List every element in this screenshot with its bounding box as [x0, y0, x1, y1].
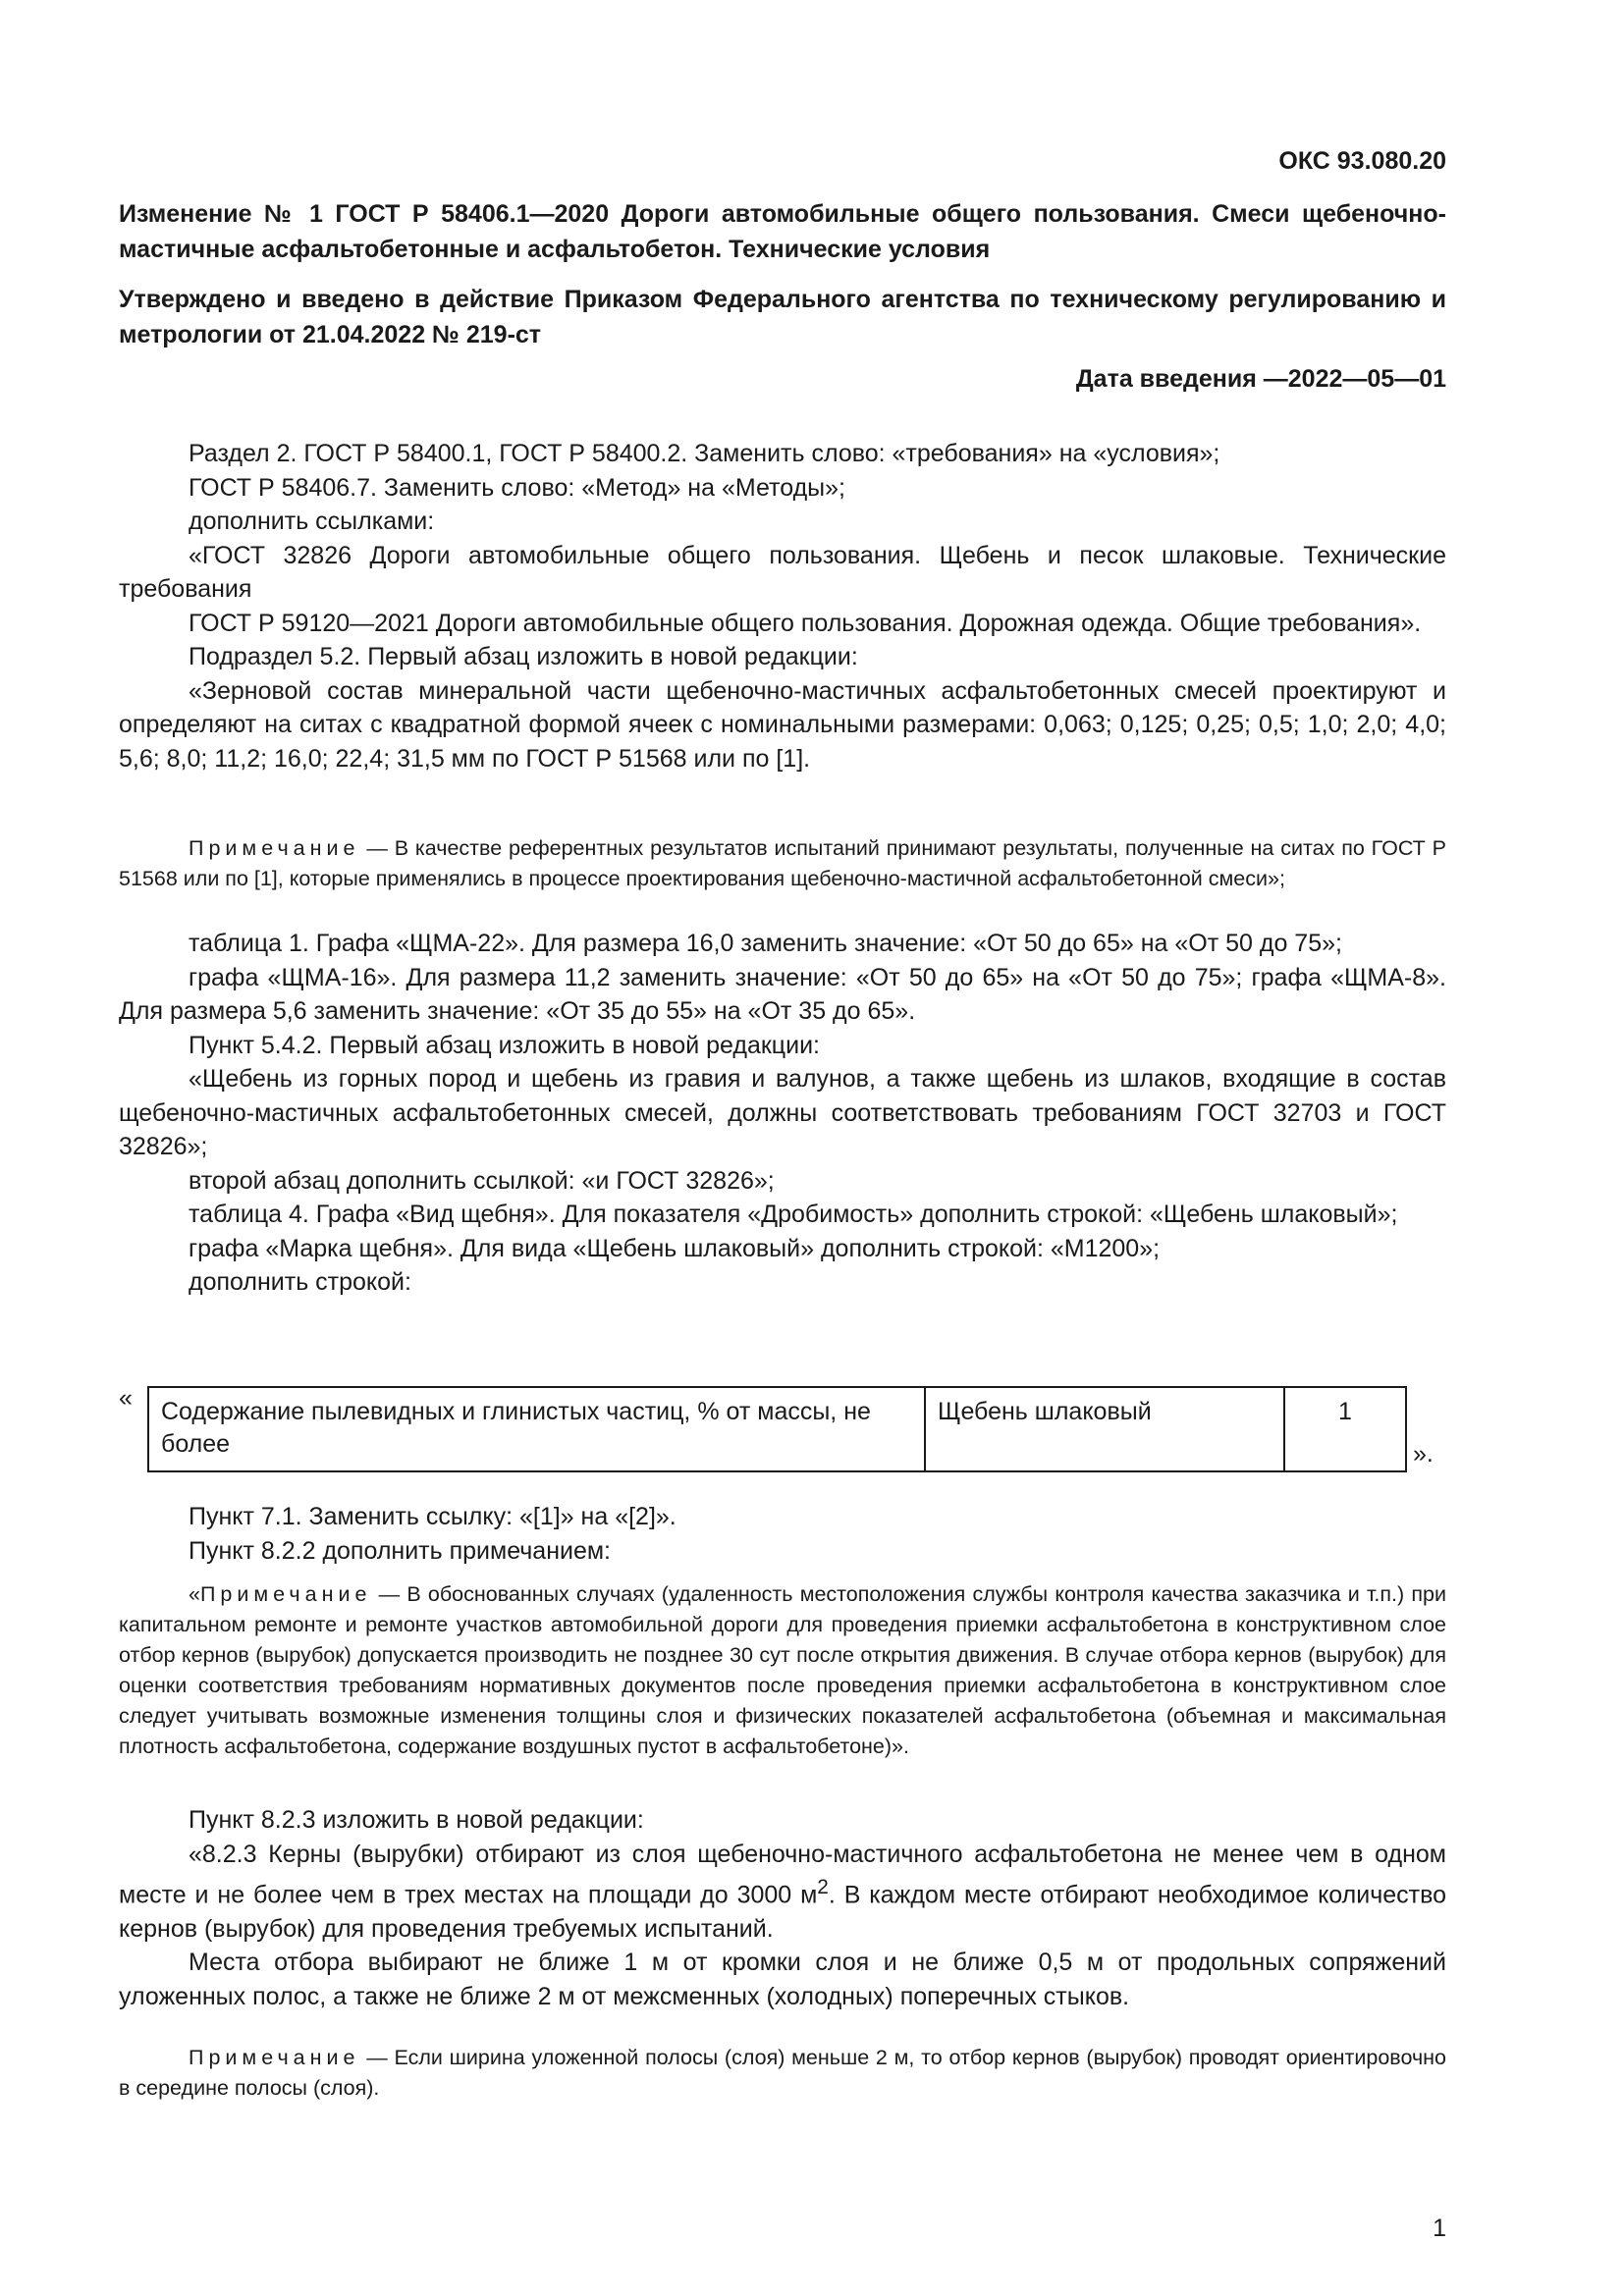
table-cell-value: 1	[1284, 1387, 1406, 1471]
paragraph: ГОСТ Р 58406.7. Заменить слово: «Метод» на «Методы»;	[189, 473, 845, 502]
paragraph: Подраздел 5.2. Первый абзац изложить в новой редакции:	[189, 643, 858, 670]
oks-code: ОКС 93.080.20	[1278, 147, 1446, 175]
paragraph: таблица 1. Графа «ЩМА-22». Для размера 16,0 заменить значение: «От 50 до 65» на «От 50 до 75»;	[189, 930, 1342, 957]
open-quote: «	[119, 1384, 133, 1412]
paragraph: таблица 4. Графа «Вид щебня». Для показателя «Дробимость» дополнить строкой: «Щебень шлаковый»;	[189, 1201, 1398, 1228]
body-section-2	[119, 927, 1446, 1300]
paragraph: ГОСТ Р 59120—2021 Дороги автомобильные общего пользования. Дорожная одежда. Общие требования».	[189, 609, 1422, 637]
note-label: Примечание	[189, 836, 360, 860]
inserted-row-table	[147, 1386, 1407, 1472]
body-section-3	[119, 1500, 1446, 1568]
paragraph: Пункт 8.2.2 дополнить примечанием:	[189, 1536, 612, 1565]
body-section-4	[119, 1803, 1446, 2013]
note-2	[119, 1579, 1446, 1762]
superscript: 2	[817, 1876, 829, 1898]
note-prefix: «	[189, 1582, 200, 1606]
note-text: — В качестве референтных результатов испытаний принимают результаты, полученные на ситах по ГОСТ Р 51568 или по [1], которые применялись в процессе проектирования щебеночно-мастичной асфальтобетонной смеси»;	[119, 836, 1446, 890]
note-3	[119, 2043, 1446, 2104]
paragraph: дополнить ссылками:	[189, 507, 435, 535]
paragraph: «ГОСТ 32826 Дороги автомобильные общего пользования. Щебень и песок шлаковые. Технические требования	[119, 541, 1446, 603]
note-text: — В обоснованных случаях (удаленность местоположения службы контроля качества заказчика и т.п.) при капитальном ремонте и ремонте участков автомобильной дороги для проведения приемки асфальтобетона в конструктивном слое отбор кернов (вырубок) допускается производить не позднее 30 сут после открытия движения. В случае отбора кернов (вырубок) для оценки соответствия требованиям нормативных документов после проведения приемки асфальтобетона в конструктивном слое следует учитывать возможные изменения толщины слоя и физических показателей асфальтобетона (объемная и максимальная плотность асфальтобетона, содержание воздушных пустот в асфальтобетоне)».	[119, 1582, 1446, 1758]
paragraph: Пункт 5.4.2. Первый абзац изложить в новой редакции:	[189, 1031, 821, 1059]
paragraph: дополнить строкой:	[189, 1268, 411, 1296]
paragraph: «Щебень из горных пород и щебень из гравия и валунов, а также щебень из шлаков, входящие в состав щебеночно-мастичных асфальтобетонных смесей, должны соответствовать требованиям ГОСТ 32703 и ГОСТ 32826»;	[119, 1065, 1446, 1160]
body-section-1	[119, 437, 1446, 775]
document-page	[119, 0, 1446, 2296]
paragraph: второй абзац дополнить ссылкой: «и ГОСТ 32826»;	[189, 1166, 775, 1195]
paragraph: графа «Марка щебня». Для вида «Щебень шлаковый» дополнить строкой: «М1200»;	[189, 1234, 1161, 1262]
close-quote: ».	[1413, 1440, 1434, 1468]
page-number: 1	[1433, 2215, 1446, 2242]
paragraph: Пункт 8.2.3 изложить в новой редакции:	[189, 1806, 644, 1834]
note-1	[119, 833, 1446, 894]
note-label: Примечание	[189, 2046, 360, 2069]
paragraph: «Зерновой состав минеральной части щебеночно-мастичных асфальтобетонных смесей проектируют и определяют на ситах с квадратной формой ячеек с номинальными размерами: 0,063; 0,125; 0,25; 0,5; 1,0; 2,0; 4,0; 5,6; 8,0; 11,2; 16,0; 22,4; 31,5 мм по ГОСТ Р 51568 или по [1].	[119, 676, 1446, 773]
note-text: — Если ширина уложенной полосы (слоя) меньше 2 м, то отбор кернов (вырубок) проводят ориентировочно в середине полосы (слоя).	[119, 2046, 1446, 2100]
table-cell-gravel-type: Щебень шлаковый	[925, 1387, 1284, 1471]
paragraph: «8.2.3 Керны (вырубки) отбирают из слоя щебеночно-мастичного асфальтобетона не менее чем в одном месте и не более чем в трех местах на площади до 3000 $м^2$. В каждом месте отбирают необходимое количество кернов (вырубок) для проведения требуемых испытаний.	[119, 1840, 1446, 1943]
amendment-title: Изменение № 1 ГОСТ Р 58406.1—2020 Дороги автомобильные общего пользования. Смеси щебеночно-мастичные асфальтобетонные и асфальтобетон. Технические условия	[119, 200, 1446, 263]
effective-date: Дата введения —2022—05—01	[1075, 365, 1446, 393]
paragraph: Раздел 2. ГОСТ Р 58400.1, ГОСТ Р 58400.2. Заменить слово: «требования» на «условия»;	[189, 440, 1220, 467]
paragraph: Места отбора выбирают не ближе 1 м от кромки слоя и не ближе 0,5 м от продольных сопряжений уложенных полос, а также не ближе 2 м от межсменных (холодных) поперечных стыков.	[119, 1949, 1446, 2010]
note-label: Примечание	[199, 1582, 372, 1606]
table-row	[148, 1387, 1406, 1471]
paragraph: графа «ЩМА-16». Для размера 11,2 заменить значение: «От 50 до 65» на «От 50 до 75»; графа «ЩМА-8». Для размера 5,6 заменить значение: «От 35 до 55» на «От 35 до 65».	[119, 963, 1446, 1025]
approval-statement: Утверждено и введено в действие Приказом Федерального агентства по техническому регулированию и метрологии от 21.04.2022 № 219-ст	[119, 286, 1446, 348]
table-cell-indicator: Содержание пылевидных и глинистых частиц, % от массы, не более	[148, 1387, 925, 1471]
paragraph: Пункт 7.1. Заменить ссылку: «[1]» на «[2]».	[189, 1503, 677, 1530]
